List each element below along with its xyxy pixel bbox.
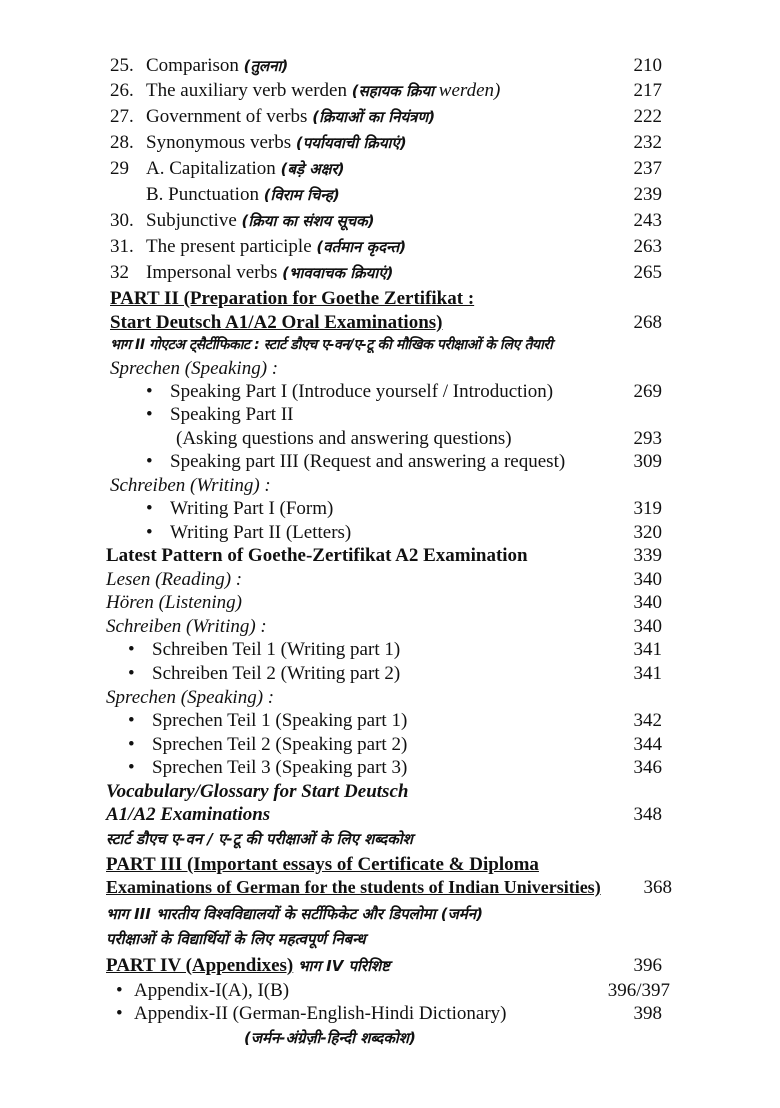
entry-hindi: (वर्तमान कृदन्त) [316,238,407,256]
entry-hindi: (बड़े अक्षर) [280,160,345,178]
toc-entry [0,157,780,180]
toc-entry [0,131,780,154]
item-text: Sprechen Teil 3 (Speaking part 3) [152,757,408,778]
item-page: 398 [633,1003,662,1024]
item-text: Sprechen Teil 2 (Speaking part 2) [152,734,408,755]
part4-heading [0,954,780,977]
sprechen-heading: Sprechen (Speaking) : [110,358,279,379]
entry-hindi: (तुलना) [243,57,289,75]
list-item [0,979,780,1002]
entry-page: 232 [633,132,662,153]
section-page: 340 [633,592,662,613]
list-item [0,380,780,403]
part4-page: 396 [633,955,662,976]
entry-number: 27. [110,106,134,127]
part4-hindi: भाग IV परिशिष्ट [298,957,390,975]
section-heading [0,686,780,709]
part2-heading [0,287,780,310]
entry-page: 217 [633,80,662,101]
part2-page: 268 [633,312,662,333]
item-page: 342 [633,710,662,731]
entry-title: A. Capitalization [146,158,276,179]
item-text: Writing Part I (Form) [170,498,334,519]
bullet: • [128,663,135,684]
item-text: Speaking part III (Request and answering a request) [170,451,566,472]
item-text: Appendix-I(A), I(B) [134,980,290,1001]
list-item [0,638,780,661]
part3-heading [0,853,780,876]
entry-number: 29 [110,158,129,179]
entry-title: B. Punctuation [146,184,259,205]
entry-number: 31. [110,236,134,257]
vocab-title-line2: A1/A2 Examinations [106,804,271,825]
toc-entry [0,261,780,284]
part2-hindi: भाग II गोएटअ ट्सैर्टीफिकाट : स्टार्ट डौएच ए-वन/ए-टू की मौखिक परीक्षाओं के लिए तैयारी [110,337,553,353]
vocab-page: 348 [633,804,662,825]
latest-pattern-entry [0,544,780,567]
list-item [0,521,780,544]
entry-page: 263 [633,236,662,257]
bullet: • [146,498,153,519]
item-page: 344 [633,734,662,755]
bullet: • [116,1003,123,1024]
item-page: 309 [633,451,662,472]
part2-title-line2: Start Deutsch A1/A2 Oral Examinations) [110,312,443,333]
entry-hindi: (क्रिया का संशय सूचक) [241,212,375,230]
bullet: • [146,522,153,543]
entry-hindi: (भाववाचक क्रियाएं) [282,264,394,282]
entry-title: The present participle [146,236,312,257]
entry-hindi: (पर्यायवाची क्रियाएं) [295,134,407,152]
toc-entry [0,235,780,258]
entry-hindi: (सहायक क्रिया [351,82,435,100]
entry-title: Comparison [146,55,239,76]
part3-page: 368 [643,877,672,898]
entry-page: 239 [633,184,662,205]
bullet: • [116,980,123,1001]
item-page: 396/397 [607,980,670,1001]
entry-hindi: (क्रियाओं का नियंत्रण) [312,108,436,126]
section-page: 340 [633,569,662,590]
list-item [0,756,780,779]
part3-heading [0,876,780,899]
entry-title: Government of verbs [146,106,308,127]
list-item [0,662,780,685]
item-text: Sprechen Teil 1 (Speaking part 1) [152,710,408,731]
entry-title: Impersonal verbs [146,262,278,283]
entry-number: 32 [110,262,129,283]
bullet: • [128,757,135,778]
bullet: • [128,734,135,755]
bullet: • [146,451,153,472]
entry-page: 222 [633,106,662,127]
list-item [0,733,780,756]
section-entry [0,568,780,591]
dictionary-hindi: (जर्मन-अंग्रेज़ी-हिन्दी शब्दकोश) [244,1029,416,1047]
vocab-heading [0,780,780,803]
toc-entry [0,183,780,206]
entry-page: 243 [633,210,662,231]
entry-number: 28. [110,132,134,153]
item-text: Schreiben Teil 2 (Writing part 2) [152,663,401,684]
entry-title-suffix: werden) [438,80,501,101]
entry-page: 265 [633,262,662,283]
entry-number: 30. [110,210,134,231]
entry-title: The auxiliary verb werden [146,80,347,101]
latest-pattern-page: 339 [633,545,662,566]
part2-title-line1: PART II (Preparation for Goethe Zertifikat : [110,288,475,309]
section-heading [0,474,780,497]
item-text: Speaking Part II [170,404,294,425]
toc-entry [0,79,780,102]
part3-title-line1: PART III (Important essays of Certificate & Diploma [106,854,539,875]
list-item [0,1002,780,1025]
entry-title: Synonymous verbs [146,132,292,153]
bullet: • [128,710,135,731]
list-item [0,497,780,520]
list-item [0,403,780,426]
hoeren-heading: Hören (Listening) [106,592,242,613]
item-text: Speaking Part I (Introduce yourself / Introduction) [170,381,554,402]
item-page: 341 [633,639,662,660]
part3-hindi-line [0,903,780,926]
item-text: (Asking questions and answering questions) [176,428,512,449]
item-page: 341 [633,663,662,684]
part2-heading [0,311,780,334]
item-text: Schreiben Teil 1 (Writing part 1) [152,639,401,660]
bullet: • [146,381,153,402]
item-page: 346 [633,757,662,778]
item-text: Appendix-II (German-English-Hindi Dictionary) [134,1003,507,1024]
sprechen-heading: Sprechen (Speaking) : [106,687,275,708]
vocab-title-line1: Vocabulary/Glossary for Start Deutsch [106,781,409,802]
entry-number: 25. [110,55,134,76]
list-item [0,709,780,732]
part3-hindi-line [0,928,780,951]
entry-page: 237 [633,158,662,179]
item-page: 319 [633,498,662,519]
latest-pattern-title: Latest Pattern of Goethe-Zertifikat A2 Examination [106,545,528,566]
part4-title: PART IV (Appendixes) [106,955,294,976]
list-item [0,450,780,473]
entry-hindi: (विराम चिन्ह) [263,186,340,204]
list-item [0,427,780,450]
toc-entry [0,54,780,77]
schreiben-heading: Schreiben (Writing) : [106,616,267,637]
item-page: 293 [633,428,662,449]
vocab-hindi-line [0,828,780,851]
bullet: • [146,404,153,425]
entry-title: Subjunctive [146,210,237,231]
section-entry [0,591,780,614]
part2-hindi-line [0,334,780,357]
lesen-heading: Lesen (Reading) : [106,569,243,590]
schreiben-heading: Schreiben (Writing) : [110,475,271,496]
part3-hindi-1: भाग III भारतीय विश्वविद्यालयों के सर्टीफिकेट और डिपलोमा (जर्मन) [106,905,483,923]
part3-hindi-2: परीक्षाओं के विद्यार्थियों के लिए महत्वपूर्ण निबन्ध [106,930,366,948]
section-heading [0,357,780,380]
entry-page: 210 [633,55,662,76]
item-page: 269 [633,381,662,402]
item-text: Writing Part II (Letters) [170,522,352,543]
item-page: 320 [633,522,662,543]
section-entry [0,615,780,638]
dictionary-hindi-line [0,1027,780,1050]
toc-entry [0,105,780,128]
part3-title-line2: Examinations of German for the students of Indian Universities) [106,877,601,897]
bullet: • [128,639,135,660]
vocab-heading [0,803,780,826]
toc-entry [0,209,780,232]
vocab-hindi: स्टार्ट डौएच ए-वन / ए-टू की परीक्षाओं के लिए शब्दकोश [106,830,413,848]
entry-number: 26. [110,80,134,101]
section-page: 340 [633,616,662,637]
